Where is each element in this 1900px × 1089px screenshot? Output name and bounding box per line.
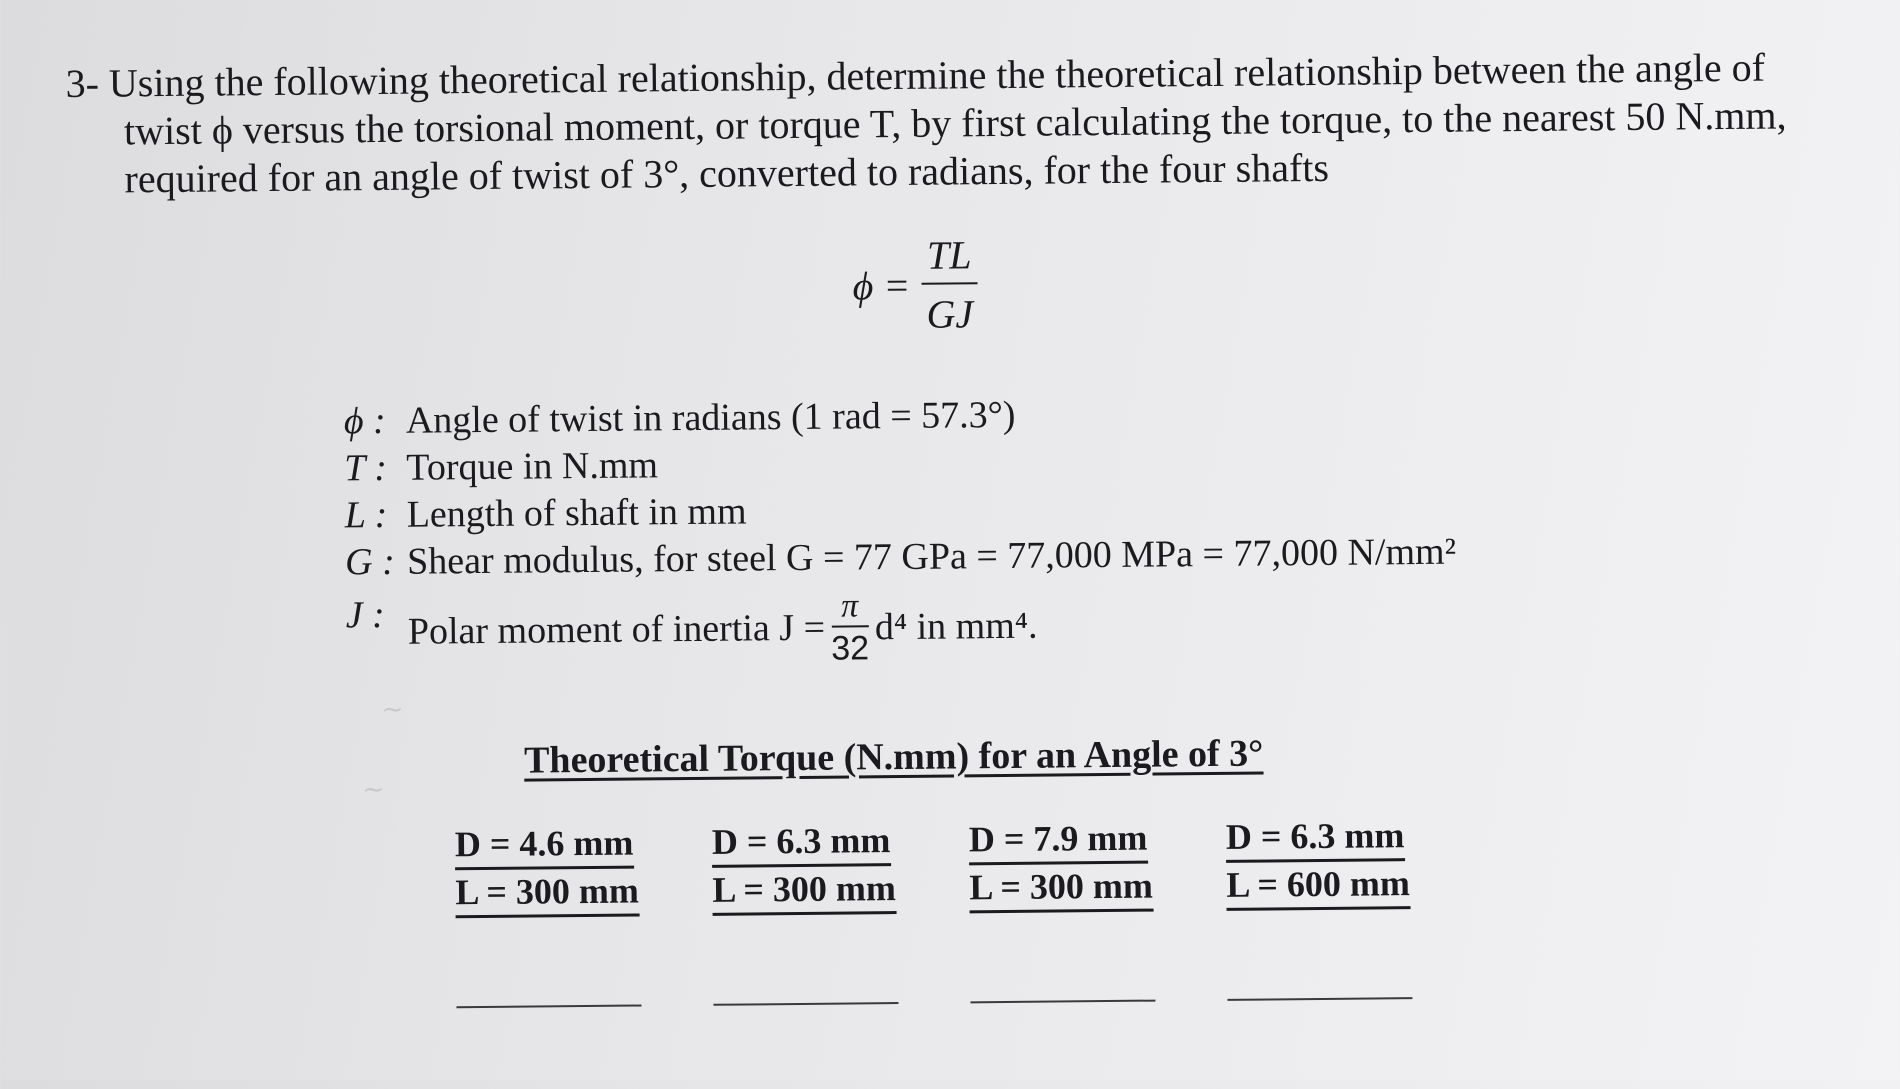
definition-symbol: ϕ : bbox=[343, 399, 386, 443]
shaft-columns bbox=[455, 813, 1433, 1008]
variable-definitions bbox=[344, 388, 1457, 673]
shaft-diameter: D = 6.3 mm bbox=[712, 818, 891, 868]
formula-denominator: GJ bbox=[926, 291, 974, 337]
problem-statement bbox=[65, 43, 1866, 204]
pencil-mark: ~ bbox=[381, 694, 404, 725]
pencil-mark: ~ bbox=[362, 774, 385, 806]
polar-fraction bbox=[831, 587, 870, 667]
polar-tail: d⁴ in mm⁴. bbox=[874, 604, 1038, 648]
shaft-length: L = 300 mm bbox=[455, 869, 639, 919]
definition-polar-moment bbox=[345, 582, 1457, 673]
answer-blank[interactable] bbox=[713, 934, 899, 1006]
answer-blank[interactable] bbox=[456, 937, 642, 1009]
definition-symbol: G : bbox=[344, 540, 395, 584]
polar-denominator: 32 bbox=[831, 629, 870, 668]
formula-fraction bbox=[920, 231, 980, 338]
shaft-length: L = 300 mm bbox=[712, 866, 896, 916]
definition-shear-modulus bbox=[345, 529, 1456, 587]
definition-text: Shear modulus, for steel G = 77 GPa = 77,000 MPa = 77,000 N/mm² bbox=[406, 530, 1457, 583]
problem-line-3: required for an angle of twist of 3°, converted to radians, for the four shafts bbox=[124, 144, 1330, 202]
polar-formula bbox=[407, 586, 1037, 672]
polar-label: Polar moment of inertia J = bbox=[407, 606, 826, 653]
formula-lhs: ϕ = bbox=[852, 262, 911, 308]
formula-numerator: TL bbox=[921, 231, 978, 285]
definition-symbol: L : bbox=[344, 493, 388, 537]
definition-symbol: T : bbox=[344, 446, 388, 490]
definition-symbol: J : bbox=[345, 593, 385, 637]
problem-line-2: twist ϕ versus the torsional moment, or torque T, by first calculating the torque, to the nearest 50 N.mm, bbox=[123, 92, 1787, 154]
shaft-diameter: D = 7.9 mm bbox=[969, 816, 1148, 866]
polar-numerator: π bbox=[831, 587, 868, 627]
answer-blank[interactable] bbox=[970, 932, 1156, 1004]
answer-blank[interactable] bbox=[1227, 929, 1413, 1001]
shaft-diameter: D = 6.3 mm bbox=[1226, 813, 1405, 863]
shaft-column bbox=[1226, 813, 1433, 1001]
definition-text: Angle of twist in radians (1 rad = 57.3°) bbox=[405, 393, 1016, 442]
shaft-column bbox=[455, 820, 662, 1008]
shaft-length: L = 300 mm bbox=[969, 864, 1153, 914]
shaft-length: L = 600 mm bbox=[1226, 861, 1410, 911]
problem-text-1: Using the following theoretical relationship, determine the theoretical relationship between the angle of bbox=[108, 44, 1766, 106]
table-title: Theoretical Torque (N.mm) for an Angle of 3° bbox=[523, 732, 1264, 782]
torsion-formula bbox=[852, 231, 979, 338]
definition-text: Length of shaft in mm bbox=[406, 490, 747, 536]
shaft-column bbox=[712, 818, 919, 1006]
problem-number: 3- bbox=[65, 60, 100, 106]
definition-text: Torque in N.mm bbox=[406, 444, 659, 489]
shaft-diameter: D = 4.6 mm bbox=[455, 821, 634, 871]
shaft-column bbox=[969, 815, 1176, 1003]
